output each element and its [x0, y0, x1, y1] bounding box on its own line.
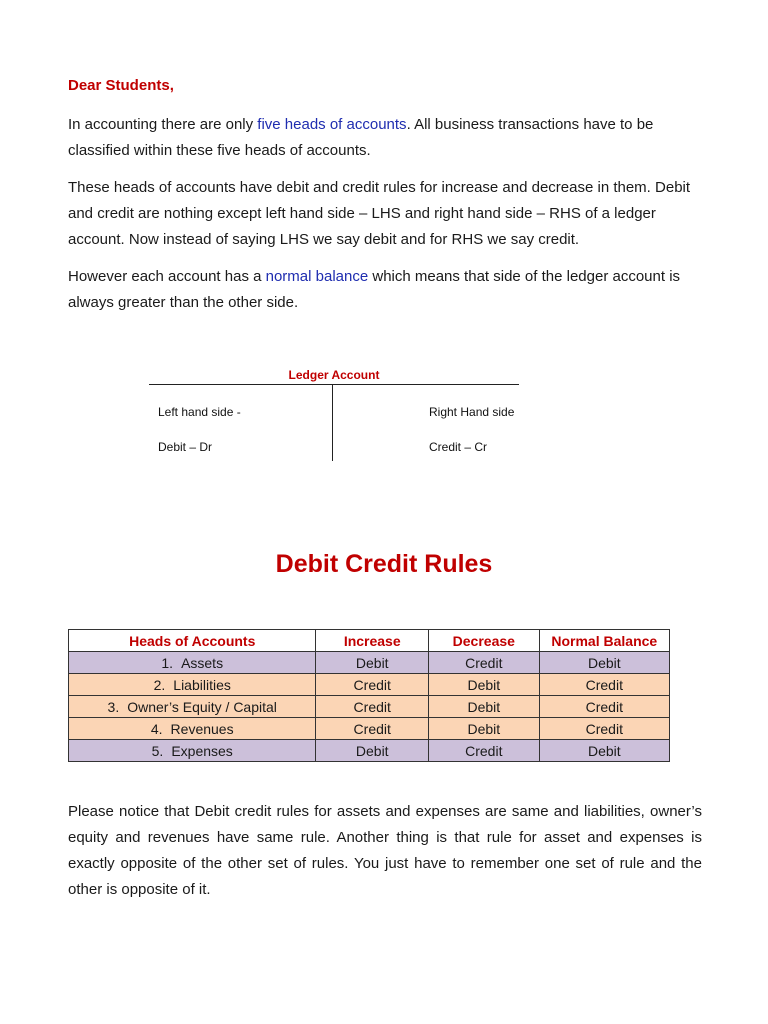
five-heads-highlight: five heads of accounts [257, 116, 407, 133]
header-increase: Increase [316, 630, 429, 652]
paragraph-intro-end: . All business transactions have to be classified within these five heads of accounts. [68, 116, 654, 159]
head-name: Assets [181, 654, 224, 671]
header-heads: Heads of Accounts [69, 630, 316, 652]
ledger-title: Ledger Account [288, 368, 380, 382]
ledger-horizontal-line [149, 384, 519, 385]
table-header-row [69, 630, 670, 652]
increase-cell: Credit [316, 696, 429, 718]
table-row [69, 696, 670, 718]
table-row [69, 674, 670, 696]
head-name: Liabilities [173, 676, 231, 693]
head-cell [69, 674, 316, 696]
head-name: Expenses [171, 742, 233, 759]
paragraph-normal-balance-end: which means that side of the ledger account is always greater than the other side. [68, 268, 681, 311]
paragraph-conclusion: Please notice that Debit credit rules for assets and expenses are same and liabilities, owner’s equity and revenues have same rule. Another thing is that rule for asset and expenses is exactly opposite of the other set of rules. You just have to remember one set of rule and the other is opposite of it. [68, 803, 702, 898]
rules-title: Debit Credit Rules [275, 550, 493, 578]
normal-balance-cell: Credit [539, 718, 669, 740]
head-cell [69, 696, 316, 718]
paragraph-debit-credit: These heads of accounts have debit and credit rules for increase and decrease in them. Debit and credit are nothing except left hand side – LHS and right hand side – RHS of a ledger account. Now instead of saying LHS we say debit and for RHS we say credit. [68, 179, 691, 248]
paragraph-normal-balance [68, 264, 702, 316]
normal-balance-highlight: normal balance [265, 268, 369, 285]
decrease-cell: Debit [429, 718, 540, 740]
paragraph-normal-balance-start: However each account has a [68, 268, 266, 285]
row-number: 4. [150, 720, 163, 737]
increase-cell: Credit [316, 718, 429, 740]
paragraph-intro [68, 112, 702, 164]
normal-balance-cell: Debit [539, 740, 669, 762]
greeting: Dear Students, [68, 77, 174, 94]
header-normal-balance: Normal Balance [539, 630, 669, 652]
ledger-t-account [149, 368, 519, 464]
row-number: 1. [161, 654, 174, 671]
table-row [69, 652, 670, 674]
decrease-cell: Credit [429, 740, 540, 762]
head-cell [69, 718, 316, 740]
decrease-cell: Debit [429, 696, 540, 718]
normal-balance-cell: Credit [539, 696, 669, 718]
head-cell [69, 740, 316, 762]
ledger-right-credit: Credit – Cr [429, 440, 488, 454]
increase-cell: Debit [316, 740, 429, 762]
ledger-vertical-line [332, 385, 333, 461]
ledger-left-label: Left hand side - [158, 405, 241, 419]
head-name: Revenues [170, 720, 234, 737]
row-number: 2. [153, 676, 166, 693]
head-name: Owner’s Equity / Capital [127, 698, 277, 715]
row-number: 5. [151, 742, 164, 759]
header-decrease: Decrease [429, 630, 540, 652]
ledger-left-debit: Debit – Dr [158, 440, 213, 454]
increase-cell: Credit [316, 674, 429, 696]
ledger-right-label: Right Hand side [429, 405, 515, 419]
table-row [69, 740, 670, 762]
normal-balance-cell: Credit [539, 674, 669, 696]
decrease-cell: Credit [429, 652, 540, 674]
decrease-cell: Debit [429, 674, 540, 696]
normal-balance-cell: Debit [539, 652, 669, 674]
table-row [69, 718, 670, 740]
increase-cell: Debit [316, 652, 429, 674]
debit-credit-rules-table [68, 629, 670, 762]
head-cell [69, 652, 316, 674]
row-number: 3. [107, 698, 120, 715]
paragraph-intro-start: In accounting there are only [68, 116, 258, 133]
